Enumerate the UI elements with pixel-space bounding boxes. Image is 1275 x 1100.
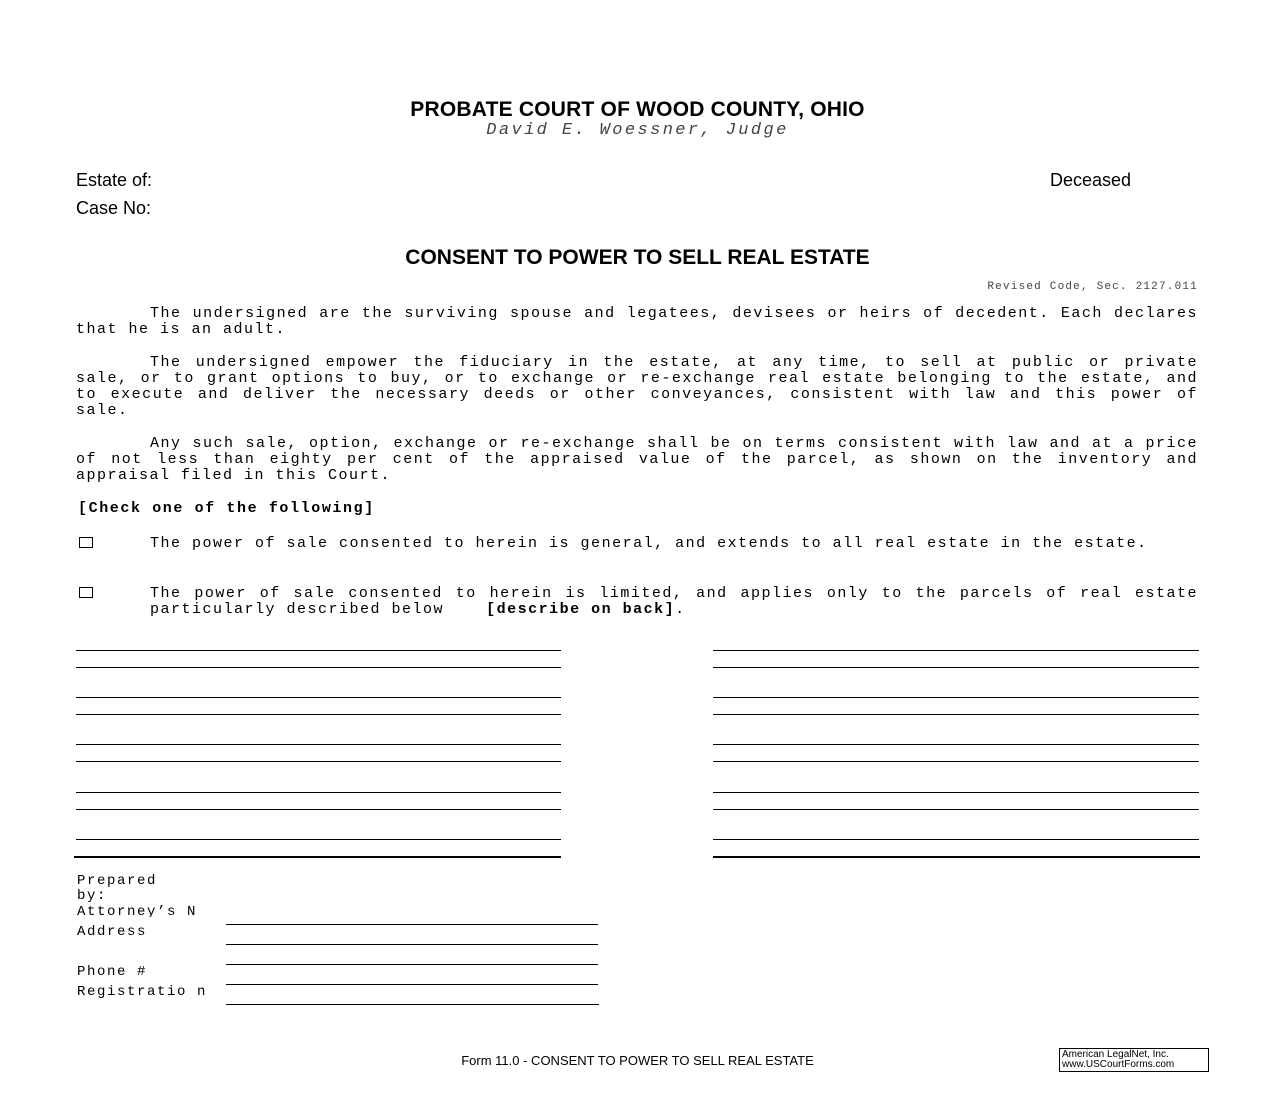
form-footer-label: Form 11.0 - CONSENT TO POWER TO SELL REAL ESTATE (461, 1053, 814, 1068)
revised-code-citation: Revised Code, Sec. 2127.011 (987, 281, 1198, 293)
phone-label: Phone # (77, 964, 148, 980)
signature-line-right[interactable] (713, 761, 1199, 762)
paragraph-terms-text: Any such sale, option, exchange or re-exchange shall be on terms consistent with law and at a price of not less than eighty per cent of the appraised value of the parcel, as shown on the inventory and appraisal filed in this Court. (76, 435, 1198, 484)
paragraph-declaration-text: The undersigned are the surviving spouse and legatees, devisees or heirs of decedent. Each declares that he is an adult. (76, 305, 1198, 338)
signature-line-left[interactable] (76, 697, 561, 698)
signature-line-left[interactable] (74, 856, 561, 858)
case-number-label: Case No: (76, 198, 152, 218)
attorney-name-line[interactable] (226, 924, 598, 925)
describe-on-back-note: [describe on back] (486, 601, 676, 618)
publisher-stamp (1059, 1048, 1209, 1072)
signature-line-left[interactable] (76, 761, 561, 762)
prepared-by-label: Prepared by: (77, 873, 158, 904)
signature-line-right[interactable] (713, 650, 1199, 651)
signature-line-left[interactable] (76, 792, 561, 793)
registration-line[interactable] (226, 1004, 599, 1005)
paragraph-empowerment (76, 355, 1198, 419)
estate-label: Estate of: (76, 170, 153, 190)
publisher-name: American LegalNet, Inc. (1062, 1049, 1169, 1060)
signature-line-left[interactable] (76, 744, 561, 745)
form-title: CONSENT TO POWER TO SELL REAL ESTATE (405, 246, 870, 269)
address-line[interactable] (226, 964, 598, 965)
signature-line-right[interactable] (713, 697, 1199, 698)
attorney-name-label: Attorney’s N (77, 905, 198, 917)
limited-power-option-period: . (675, 601, 686, 618)
signature-line-right[interactable] (713, 839, 1199, 840)
signature-line-right[interactable] (713, 667, 1199, 668)
publisher-website: www.USCourtForms.com (1062, 1059, 1175, 1070)
address-label: Address (77, 924, 148, 940)
limited-power-option-text: The power of sale consented to herein is limited, and applies only to the parcels of real estate particularly described below (150, 585, 1198, 618)
signature-line-right[interactable] (713, 856, 1200, 858)
signature-line-left[interactable] (76, 667, 561, 668)
check-instruction: [Check one of the following] (78, 500, 375, 517)
signature-line-right[interactable] (713, 714, 1199, 715)
paragraph-terms (76, 436, 1198, 484)
address-line[interactable] (226, 944, 598, 945)
signature-line-left[interactable] (76, 714, 561, 715)
judge-name: David E. Woessner, Judge (486, 121, 789, 140)
signature-line-left[interactable] (76, 839, 561, 840)
deceased-label: Deceased (1050, 170, 1132, 190)
paragraph-empowerment-text: The undersigned empower the fiduciary in the estate, at any time, to sell at public or private sale, or to grant options to buy, or to exchange or re-exchange real estate belonging to the estate, and to execute and deliver the necessary deeds or other conveyances, consistent with law and this power of sale. (76, 354, 1198, 419)
phone-line[interactable] (226, 984, 598, 985)
limited-power-checkbox[interactable] (79, 587, 93, 598)
paragraph-declaration (76, 306, 1198, 338)
limited-power-option (150, 586, 1198, 618)
signature-line-right[interactable] (713, 809, 1199, 810)
general-power-checkbox[interactable] (79, 537, 93, 548)
signature-line-left[interactable] (76, 809, 561, 810)
signature-line-left[interactable] (76, 650, 561, 651)
signature-line-right[interactable] (713, 792, 1199, 793)
registration-label: Registratio n (77, 985, 208, 999)
court-title: PROBATE COURT OF WOOD COUNTY, OHIO (410, 98, 865, 121)
general-power-option: The power of sale consented to herein is general, and extends to all real estate in the estate. (150, 535, 1148, 552)
signature-line-right[interactable] (713, 744, 1199, 745)
